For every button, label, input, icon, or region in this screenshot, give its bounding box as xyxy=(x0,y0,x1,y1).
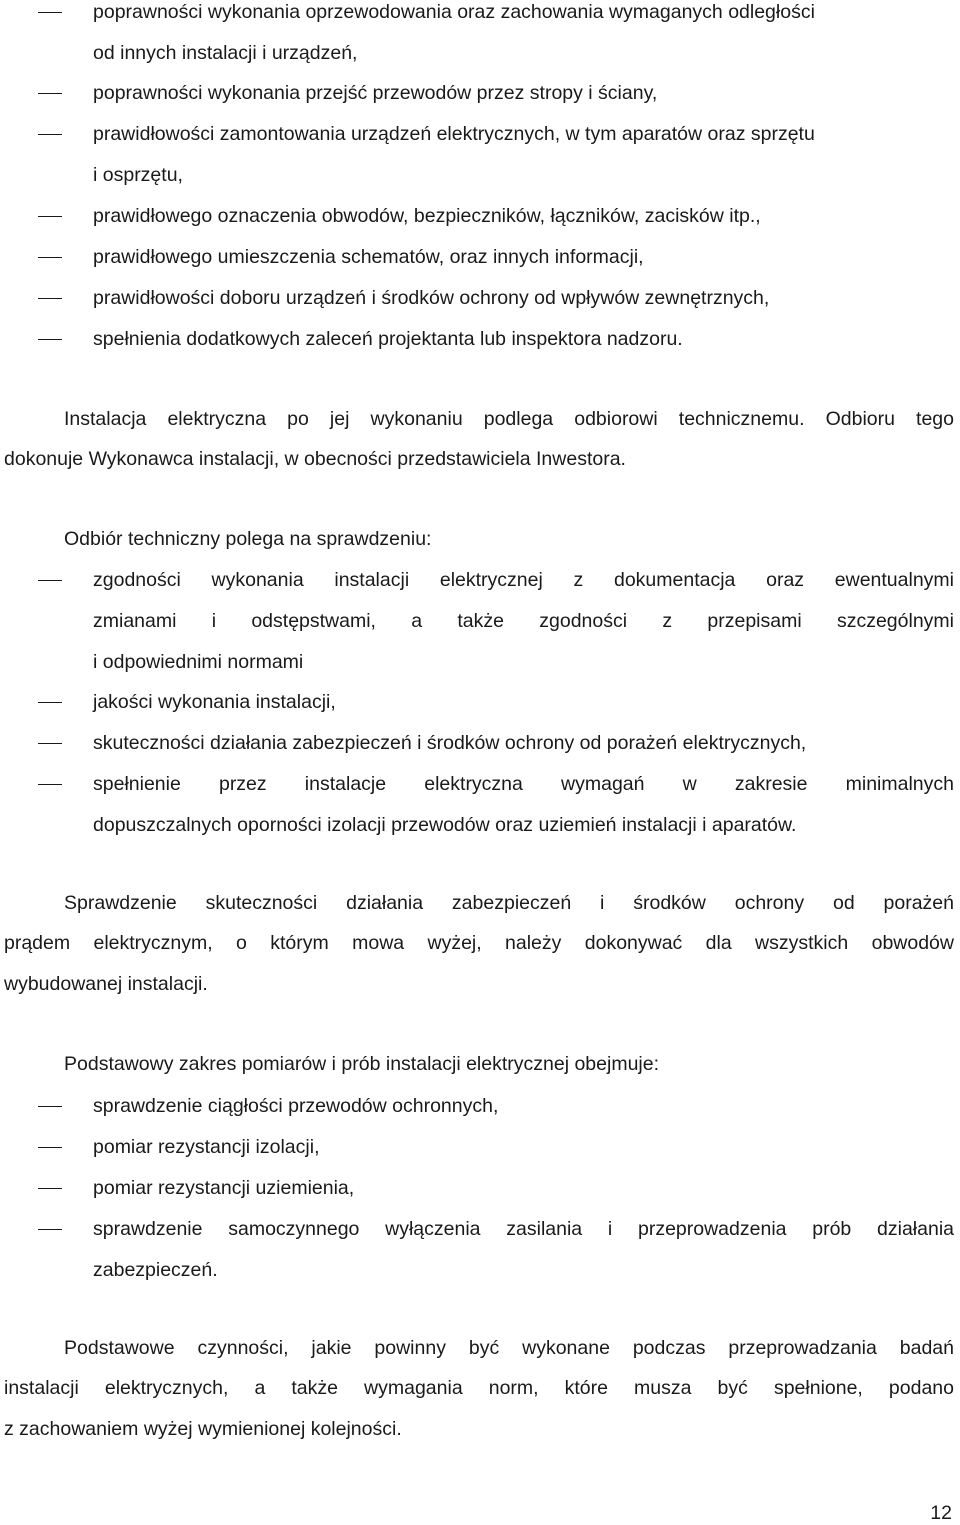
list-item-line: pomiar rezystancji izolacji, xyxy=(93,1136,320,1158)
list-item-line: prawidłowego umieszczenia schematów, oraz innych informacji, xyxy=(93,246,644,268)
list-item-line: zabezpieczeń. xyxy=(93,1259,218,1281)
paragraph-line: Podstawowe czynności, jakie powinny być wykonane podczas przeprowadzania badań xyxy=(64,1337,954,1359)
list-item-line: i odpowiednimi normami xyxy=(93,651,304,673)
dash-bullet xyxy=(38,216,62,217)
paragraph xyxy=(4,883,954,1004)
list-item-line: spełnienia dodatkowych zaleceń projektanta lub inspektora nadzoru. xyxy=(93,328,683,350)
list-item-line: prawidłowego oznaczenia obwodów, bezpieczników, łączników, zacisków itp., xyxy=(93,205,761,227)
list-item-line-wrap xyxy=(93,601,954,642)
paragraph-line: prądem elektrycznym, o którym mowa wyżej, należy dokonywać dla wszystkich obwodów xyxy=(4,932,954,955)
list-item-line: dopuszczalnych oporności izolacji przewodów oraz uziemień instalacji i aparatów. xyxy=(93,814,797,836)
list-item-line: poprawności wykonania oprzewodowania oraz zachowania wymaganych odległości xyxy=(93,1,815,23)
paragraph-line: Podstawowy zakres pomiarów i prób instalacji elektrycznej obejmuje: xyxy=(64,1053,660,1075)
list-item-line: pomiar rezystancji uziemienia, xyxy=(93,1177,355,1199)
list-item-line-wrap xyxy=(93,1209,954,1250)
list-item-line: prawidłowości zamontowania urządzeń elektrycznych, w tym aparatów oraz sprzętu xyxy=(93,123,815,145)
list-item-line-wrap xyxy=(93,764,954,805)
list-item-line: od innych instalacji i urządzeń, xyxy=(93,42,358,64)
list-item-line: spełnienie przez instalacje elektryczna wymagań w zakresie minimalnych xyxy=(93,773,954,795)
paragraph-line: Odbiór techniczny polega na sprawdzeniu: xyxy=(64,528,432,550)
dash-bullet xyxy=(38,580,62,581)
list-item-line: poprawności wykonania przejść przewodów przez stropy i ściany, xyxy=(93,82,658,104)
list-item-line: jakości wykonania instalacji, xyxy=(93,691,336,713)
dash-bullet xyxy=(38,257,62,258)
dash-bullet xyxy=(38,298,62,299)
list-item-line: i osprzętu, xyxy=(93,164,183,186)
paragraph xyxy=(4,1328,954,1449)
paragraph-line: wybudowanej instalacji. xyxy=(4,972,208,995)
paragraph-line: Sprawdzenie skuteczności działania zabezpieczeń i środków ochrony od porażeń xyxy=(64,892,954,914)
list-item-line: sprawdzenie ciągłości przewodów ochronnych, xyxy=(93,1095,499,1117)
dash-bullet xyxy=(38,1188,62,1189)
dash-bullet xyxy=(38,702,62,703)
dash-bullet xyxy=(38,93,62,94)
dash-bullet xyxy=(38,1147,62,1148)
paragraph-line: Instalacja elektryczna po jej wykonaniu podlega odbiorowi technicznemu. Odbioru tego xyxy=(64,408,954,430)
list-item-line-justified xyxy=(93,560,954,601)
page-number: 12 xyxy=(930,1502,952,1524)
list-item-line: sprawdzenie samoczynnego wyłączenia zasilania i przeprowadzenia prób działania xyxy=(93,1218,954,1240)
dash-bullet xyxy=(38,12,62,13)
paragraph-line: instalacji elektrycznych, a także wymagania norm, które musza być spełnione, podano xyxy=(4,1377,954,1400)
dash-bullet xyxy=(38,134,62,135)
dash-bullet xyxy=(38,1229,62,1230)
dash-bullet xyxy=(38,743,62,744)
dash-bullet xyxy=(38,1106,62,1107)
list-item-line: zmianami i odstępstwami, a także zgodności z przepisami szczególnymi xyxy=(93,610,954,632)
paragraph xyxy=(4,519,954,559)
list-item-line: skuteczności działania zabezpieczeń i środków ochrony od porażeń elektrycznych, xyxy=(93,732,807,754)
list-item-line: zgodności wykonania instalacji elektrycznej z dokumentacja oraz ewentualnymi xyxy=(93,569,954,591)
paragraph-line: dokonuje Wykonawca instalacji, w obecności przedstawiciela Inwestora. xyxy=(4,448,626,471)
paragraph xyxy=(4,1044,954,1084)
dash-bullet xyxy=(38,339,62,340)
dash-bullet xyxy=(38,784,62,785)
paragraph xyxy=(4,399,954,480)
list-item-line: prawidłowości doboru urządzeń i środków ochrony od wpływów zewnętrznych, xyxy=(93,287,770,309)
paragraph-line: z zachowaniem wyżej wymienionej kolejności. xyxy=(4,1417,402,1440)
